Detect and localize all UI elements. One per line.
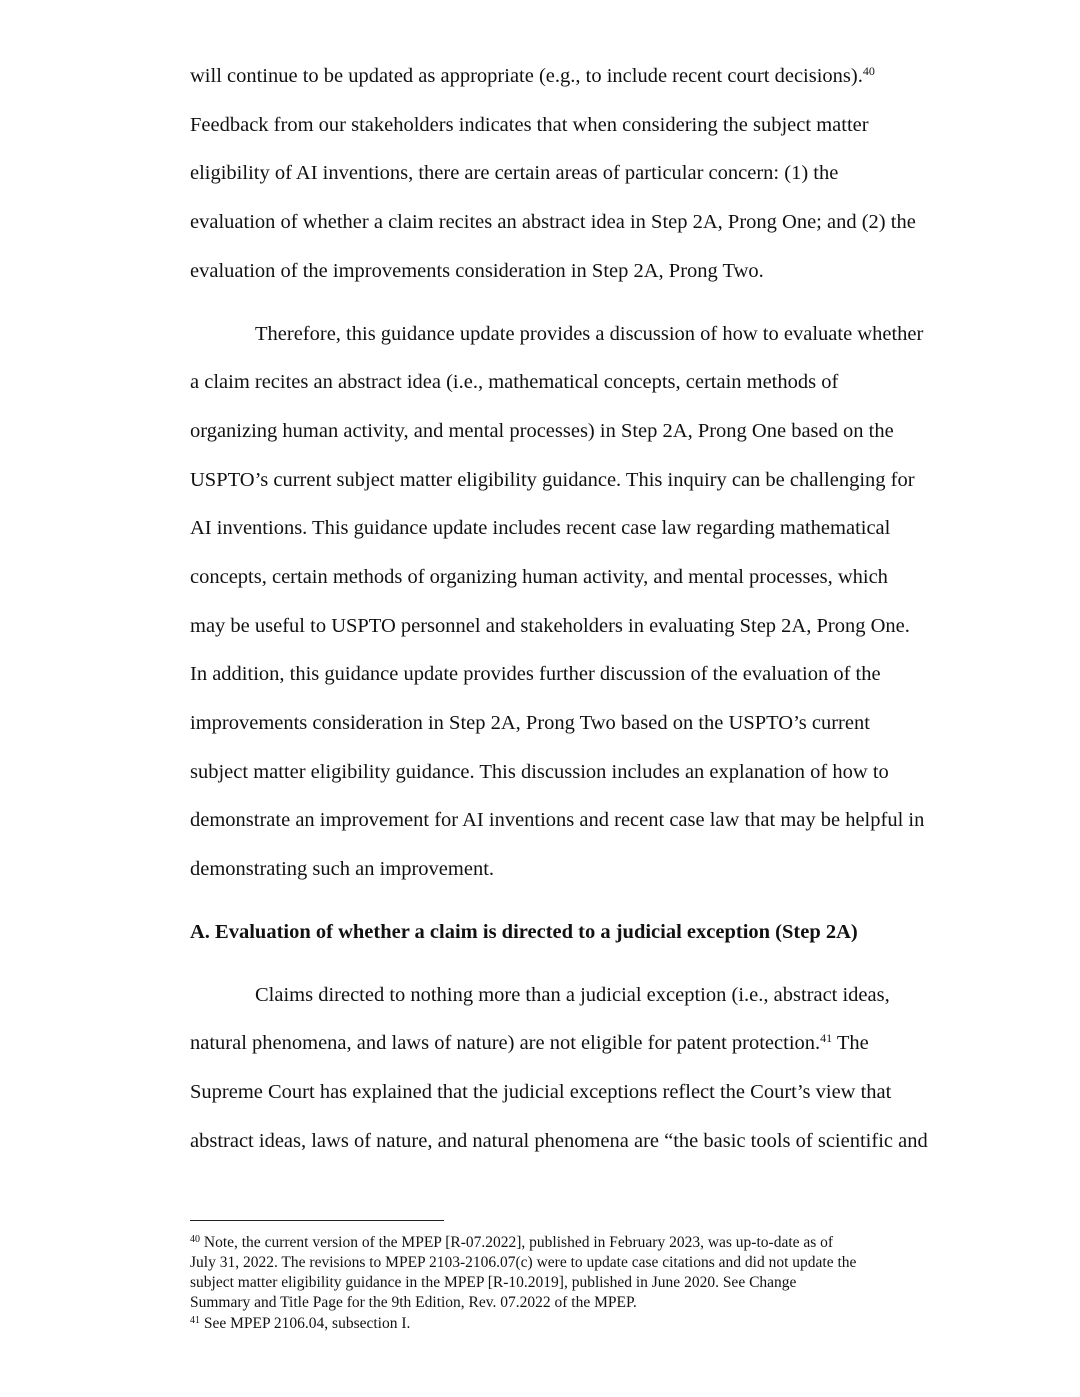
footnote-40-number: 40 <box>190 1234 200 1245</box>
paragraph-3-line-1: Claims directed to nothing more than a judicial exception (i.e., abstract ideas, <box>255 984 890 1006</box>
paragraph-2-line-6: concepts, certain methods of organizing human activity, and mental processes, which <box>190 566 888 588</box>
paragraph-2-line-12: demonstrating such an improvement. <box>190 858 495 880</box>
paragraph-2-line-7: may be useful to USPTO personnel and stakeholders in evaluating Step 2A, Prong One. <box>190 615 910 637</box>
paragraph-2-line-4: USPTO’s current subject matter eligibility guidance. This inquiry can be challenging for <box>190 469 915 491</box>
paragraph-3-line-4: abstract ideas, laws of nature, and natural phenomena are “the basic tools of scientific and <box>190 1130 928 1152</box>
paragraph-2-line-8: In addition, this guidance update provides further discussion of the evaluation of the <box>190 663 881 685</box>
footnote-40-line-4: Summary and Title Page for the 9th Edition, Rev. 07.2022 of the MPEP. <box>190 1294 637 1311</box>
paragraph-1-line-3: eligibility of AI inventions, there are certain areas of particular concern: (1) the <box>190 162 839 184</box>
paragraph-1-line-1: will continue to be updated as appropriate (e.g., to include recent court decisions).$^{40}$ <box>190 64 875 87</box>
paragraph-2-line-5: AI inventions. This guidance update includes recent case law regarding mathematical <box>190 517 891 539</box>
paragraph-3-line-3: Supreme Court has explained that the judicial exceptions reflect the Court’s view that <box>190 1081 892 1103</box>
paragraph-2-line-2: a claim recites an abstract idea (i.e., mathematical concepts, certain methods of <box>190 371 839 393</box>
paragraph-3-line-2: natural phenomena, and laws of nature) are not eligible for patent protection.$^{41}$ The <box>190 1031 869 1054</box>
footnote-41: $^{41}$ See MPEP 2106.04, subsection I. <box>190 1315 411 1332</box>
paragraph-1-line-5: evaluation of the improvements consideration in Step 2A, Prong Two. <box>190 260 764 282</box>
paragraph-2-line-9: improvements consideration in Step 2A, Prong Two based on the USPTO’s current <box>190 712 870 734</box>
paragraph-2-line-10: subject matter eligibility guidance. This discussion includes an explanation of how to <box>190 761 889 783</box>
footnote-ref-40[interactable]: 40 <box>862 64 875 78</box>
paragraph-1-line-4: evaluation of whether a claim recites an abstract idea in Step 2A, Prong One; and (2) the <box>190 211 916 233</box>
footnote-separator <box>190 1220 444 1221</box>
footnote-40-line-1: $^{40}$ Note, the current version of the MPEP [R-07.2022], published in February 2023, was up-to-date as of <box>190 1234 834 1251</box>
footnote-ref-41[interactable]: 41 <box>820 1031 833 1045</box>
paragraph-2-line-11: demonstrate an improvement for AI inventions and recent case law that may be helpful in <box>190 809 925 831</box>
footnote-40-line-2: July 31, 2022. The revisions to MPEP 2103-2106.07(c) were to update case citations and did not update the <box>190 1254 857 1271</box>
paragraph-1-line-2: Feedback from our stakeholders indicates that when considering the subject matter <box>190 114 869 136</box>
paragraph-2-line-3: organizing human activity, and mental processes) in Step 2A, Prong One based on the <box>190 420 894 442</box>
paragraph-2-line-1: Therefore, this guidance update provides a discussion of how to evaluate whether <box>255 323 924 345</box>
section-heading: A. Evaluation of whether a claim is directed to a judicial exception (Step 2A) <box>190 921 858 943</box>
footnote-40-line-3: subject matter eligibility guidance in the MPEP [R-10.2019], published in June 2020. See Change <box>190 1274 797 1291</box>
footnote-41-number: 41 <box>190 1315 200 1326</box>
